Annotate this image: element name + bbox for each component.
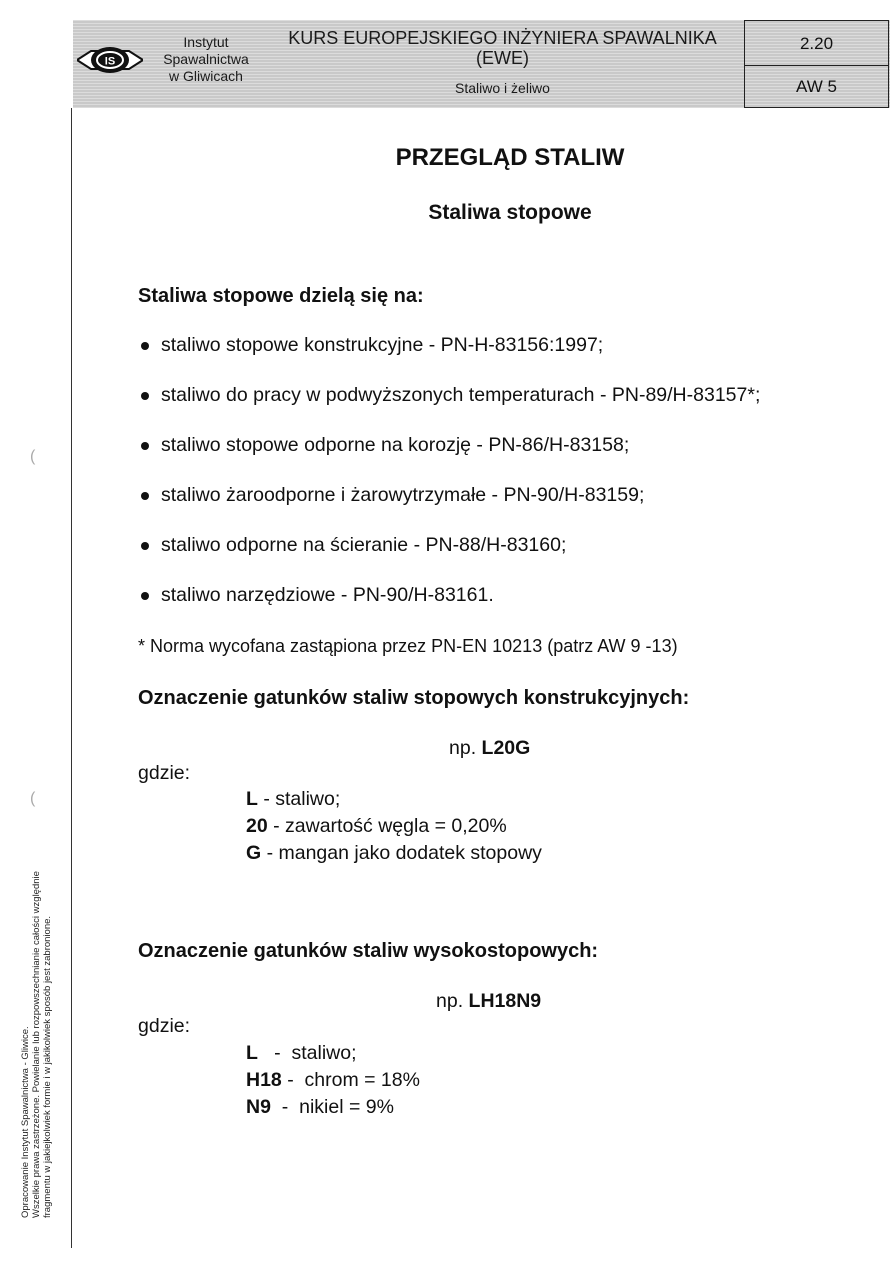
legend-desc: - mangan jako dodatek stopowy xyxy=(261,842,542,864)
institute-line: w Gliwicach xyxy=(169,68,243,84)
legend-code: G xyxy=(246,842,262,864)
list-item-text: staliwo narzędziowe - PN-90/H-83161. xyxy=(161,584,494,606)
where-label: gdzie: xyxy=(138,1015,191,1037)
logo-text: IS xyxy=(104,55,116,68)
course-title-line: (EWE) xyxy=(476,48,529,68)
section-heading: Oznaczenie gatunków staliw stopowych konstrukcyjnych: xyxy=(138,687,690,709)
copyright-line: fragmentu w jakiejkolwiek formie i w jakikolwiek sposób jest zabronione. xyxy=(42,915,53,1218)
scan-mark-icon: ( xyxy=(30,790,36,807)
bullet-icon xyxy=(141,492,149,500)
margin-rule xyxy=(71,108,72,1248)
legend-desc: - staliwo; xyxy=(257,1042,357,1064)
legend-code: L xyxy=(246,1042,258,1064)
copyright-line: Opracowanie Instytut Spawalnictwa - Gliwice. xyxy=(20,1026,31,1218)
institute-block xyxy=(73,20,261,108)
list-item xyxy=(138,381,883,431)
bullet-icon xyxy=(141,442,149,450)
legend-desc: - nikiel = 9% xyxy=(270,1096,394,1118)
legend-code: N9 xyxy=(246,1096,271,1118)
legend-row xyxy=(246,813,542,840)
institute-line: Instytut xyxy=(183,34,229,50)
list-item xyxy=(138,431,883,481)
bullet-icon xyxy=(141,542,149,550)
example-prefix: np. xyxy=(449,737,477,759)
bullet-icon xyxy=(141,592,149,600)
institute-line: Spawalnictwa xyxy=(163,51,249,67)
example-designation xyxy=(449,737,530,760)
legend-desc: - zawartość węgla = 0,20% xyxy=(267,815,507,837)
copyright-line: Wszelkie prawa zastrzeżone. Powielanie lub rozpowszechnianie całości względnie xyxy=(31,871,42,1218)
list-item xyxy=(138,531,883,581)
legend-code: 20 xyxy=(246,815,268,837)
example-designation xyxy=(436,990,541,1013)
list-item-text: staliwo żaroodporne i żarowytrzymałe - PN-90/H-83159; xyxy=(161,484,645,506)
institute-logo-icon xyxy=(77,42,143,78)
list-item-text: staliwo stopowe odporne na korozję - PN-86/H-83158; xyxy=(161,434,630,456)
cast-steel-list xyxy=(138,331,883,631)
page-header xyxy=(73,20,890,108)
example-code: LH18N9 xyxy=(468,990,542,1012)
intro-heading: Staliwa stopowe dzielą się na: xyxy=(138,285,424,307)
list-item-text: staliwo stopowe konstrukcyjne - PN-H-83156:1997; xyxy=(161,334,604,356)
page-code: AW 5 xyxy=(744,66,889,108)
scan-mark-icon: ( xyxy=(30,448,36,465)
list-item-text: staliwo odporne na ścieranie - PN-88/H-83160; xyxy=(161,534,567,556)
list-item xyxy=(138,581,883,631)
bullet-icon xyxy=(141,342,149,350)
institute-name xyxy=(151,34,261,85)
page-subtitle: Staliwa stopowe xyxy=(428,201,592,224)
legend-row xyxy=(246,1067,420,1094)
example-code: L20G xyxy=(481,737,531,759)
list-item xyxy=(138,481,883,531)
legend-desc: - chrom = 18% xyxy=(281,1069,420,1091)
list-item xyxy=(138,331,883,381)
course-title xyxy=(261,28,744,68)
legend-row xyxy=(246,840,542,867)
legend-desc: - staliwo; xyxy=(257,788,341,810)
legend-row xyxy=(246,786,542,813)
example-prefix: np. xyxy=(436,990,464,1012)
footnote: * Norma wycofana zastąpiona przez PN-EN 10213 (patrz AW 9 -13) xyxy=(138,636,678,656)
where-label: gdzie: xyxy=(138,762,191,784)
page-id-block xyxy=(744,20,890,108)
course-block xyxy=(261,20,744,108)
course-title-line: KURS EUROPEJSKIEGO INŻYNIERA SPAWALNIKA xyxy=(288,28,717,48)
legend-row xyxy=(246,1040,420,1067)
list-item-text: staliwo do pracy w podwyższonych temperaturach - PN-89/H-83157*; xyxy=(161,384,761,406)
page-number: 2.20 xyxy=(744,20,889,66)
legend-code: H18 xyxy=(246,1069,282,1091)
course-subtitle: Staliwo i żeliwo xyxy=(455,80,550,96)
section-heading: Oznaczenie gatunków staliw wysokostopowych: xyxy=(138,940,599,962)
page-title: PRZEGLĄD STALIW xyxy=(395,144,625,171)
designation-legend xyxy=(246,1040,420,1121)
bullet-icon xyxy=(141,392,149,400)
designation-legend xyxy=(246,786,542,867)
legend-code: L xyxy=(246,788,258,810)
copyright-notice xyxy=(20,868,53,1218)
legend-row xyxy=(246,1094,420,1121)
